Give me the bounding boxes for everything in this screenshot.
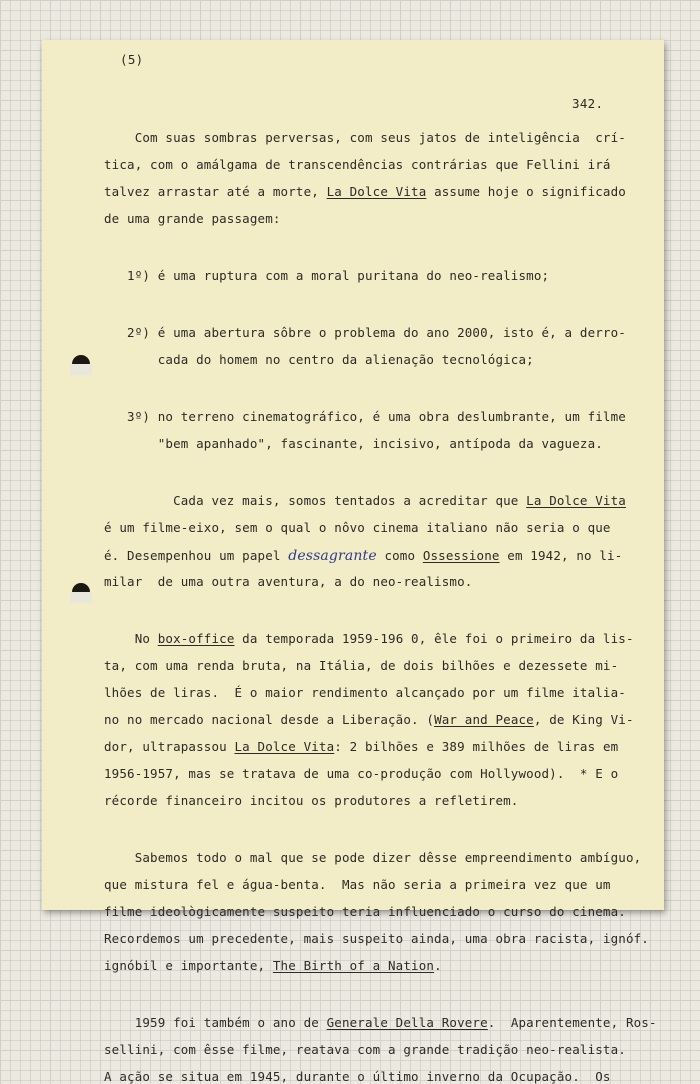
text-line [104, 522, 611, 535]
text-line [104, 354, 534, 367]
punch-hole-icon [72, 583, 90, 601]
text-line [104, 576, 472, 589]
text-segment: que mistura fel e água-benta. Mas não seria a primeira vez que um [104, 877, 611, 892]
text-segment: Recordemos um precedente, mais suspeito ainda, uma obra racista, ignóf. [104, 931, 649, 946]
text-segment: assume hoje o significado [426, 184, 626, 199]
text-line [104, 186, 626, 199]
underlined-title: The Birth of a Nation [272, 958, 435, 973]
text-line [104, 1071, 611, 1084]
text-line [104, 795, 518, 808]
text-segment: em 1942, no li- [499, 548, 623, 563]
text-segment: . Aparentemente, Ros- [487, 1015, 657, 1030]
text-line [104, 852, 641, 865]
text-segment: 1956-1957, mas se tratava de uma co-produção com Hollywood). * E o [104, 766, 619, 781]
text-segment: dor, ultrapassou [104, 739, 235, 754]
punch-hole-icon [72, 355, 90, 373]
text-segment: No [104, 631, 158, 646]
underlined-title: box-office [157, 631, 235, 646]
text-segment: no no mercado nacional desde a Liberação. ( [104, 712, 435, 727]
text-segment: , de King Vi- [533, 712, 634, 727]
text-segment: é um filme-eixo, sem o qual o nôvo cinema italiano não seria o que [104, 520, 611, 535]
text-line [104, 768, 618, 781]
typewritten-page [42, 40, 664, 1084]
text-segment: 3º) no terreno cinematográfico, é uma obra deslumbrante, um filme [104, 409, 626, 424]
text-line [104, 960, 442, 973]
text-line [104, 213, 281, 226]
text-line [104, 1044, 626, 1057]
underlined-title: La Dolce Vita [326, 184, 427, 199]
text-line [104, 879, 611, 892]
text-segment: ta, com uma renda bruta, na Itália, de dois bilhões e dezessete mi- [104, 658, 619, 673]
underlined-title: La Dolce Vita [526, 493, 626, 508]
text-segment: como [376, 548, 423, 563]
text-line [104, 633, 634, 646]
text-line [104, 270, 549, 283]
text-segment: é. Desempenhou um papel [104, 548, 289, 563]
text-segment: 1º) é uma ruptura com a moral puritana do neo-realismo; [104, 268, 550, 283]
text-segment: "bem apanhado", fascinante, incisivo, antípoda da vagueza. [104, 436, 603, 451]
text-line [104, 327, 626, 340]
text-line [104, 411, 626, 424]
text-segment: sellini, com êsse filme, reatava com a grande tradição neo-realista. [104, 1042, 626, 1057]
text-segment: Cada vez mais, somos tentados a acreditar que [104, 493, 527, 508]
text-segment: filme ideològicamente suspeito teria influenciado o curso do cinema. [104, 904, 626, 919]
text-line [104, 933, 649, 946]
underlined-title: War and Peace [434, 712, 534, 727]
text-line [104, 1017, 657, 1030]
text-line [104, 741, 618, 754]
text-line [104, 495, 626, 508]
text-segment: : 2 bilhões e 389 milhões de liras em [334, 739, 619, 754]
text-segment: lhões de liras. É o maior rendimento alcançado por um filme italia- [104, 685, 626, 700]
text-segment: da temporada 1959-196 0, êle foi o primeiro da lis- [234, 631, 634, 646]
underlined-title: Generale Della Rovere [326, 1015, 488, 1030]
underlined-title: Ossessione [422, 548, 500, 563]
text-segment: A ação se situa em 1945, durante o último inverno da Ocupação. Os [104, 1069, 611, 1084]
page-number: (5) [120, 52, 144, 67]
handwritten-correction: dessagrante [288, 548, 377, 564]
text-segment: 1959 foi também o ano de [104, 1015, 327, 1030]
text-segment: 2º) é uma abertura sôbre o problema do ano 2000, isto é, a derro- [104, 325, 626, 340]
underlined-title: La Dolce Vita [234, 739, 335, 754]
text-line [104, 159, 611, 172]
text-segment: récorde financeiro incitou os produtores a refletirem. [104, 793, 519, 808]
text-segment: tica, com o amálgama de transcendências contrárias que Fellini irá [104, 157, 611, 172]
text-line [104, 687, 626, 700]
text-segment: . [434, 958, 442, 973]
text-segment: milar de uma outra aventura, a do neo-realismo. [104, 574, 473, 589]
text-segment: cada do homem no centro da alienação tecnológica; [104, 352, 534, 367]
text-line [104, 549, 622, 563]
folio-number: 342. [572, 96, 604, 111]
text-segment: ignóbil e importante, [104, 958, 273, 973]
text-line [104, 714, 634, 727]
text-segment: de uma grande passagem: [104, 211, 281, 226]
text-line [104, 132, 626, 145]
text-segment: talvez arrastar até a morte, [104, 184, 327, 199]
text-line [104, 438, 603, 451]
text-segment: Sabemos todo o mal que se pode dizer dêsse empreendimento ambíguo, [104, 850, 642, 865]
text-segment: Com suas sombras perversas, com seus jatos de inteligência crí- [104, 130, 626, 145]
text-line [104, 906, 626, 919]
text-line [104, 660, 618, 673]
